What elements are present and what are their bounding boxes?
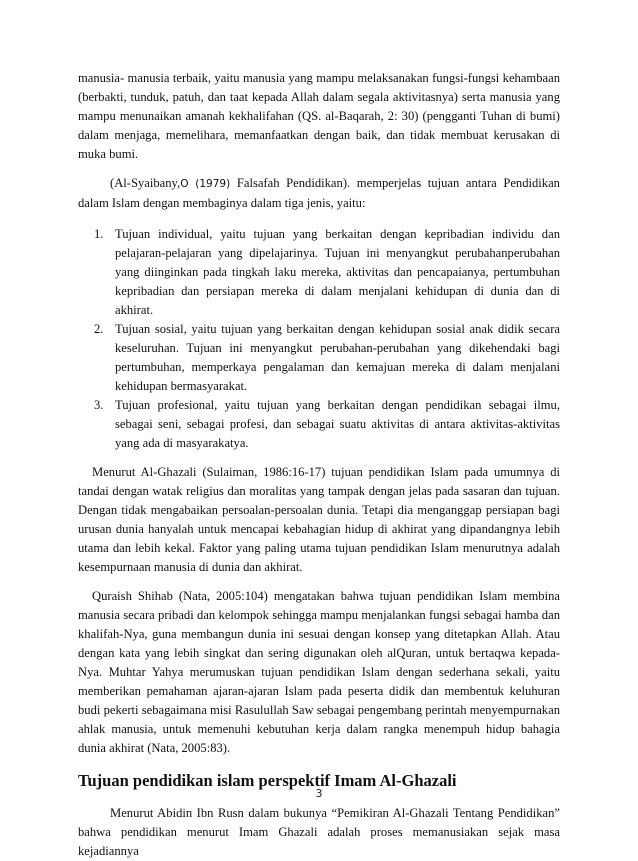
page-number: 3 — [315, 787, 323, 800]
list-item-number: 1. — [94, 227, 104, 241]
list-item — [78, 225, 560, 320]
list-item-number: 2. — [94, 322, 104, 336]
list-item — [78, 396, 560, 453]
paragraph-abidin-ibn-rusn: Menurut Abidin Ibn Rusn dalam bukunya “Pemikiran Al-Ghazali Tentang Pendidikan” bahwa pendidikan menurut Imam Ghazali adalah proses memanusiakan sejak masa kejadiannya — [78, 806, 560, 858]
paragraph-al-syaibany-body: Falsafah Pendidikan). memperjelas tujuan antara Pendidikan dalam Islam dengan membaginya dalam tiga jenis, yaitu: — [78, 176, 560, 210]
paragraph-intro: manusia- manusia terbaik, yaitu manusia yang mampu melaksanakan fungsi-fungsi kehambaan (berbakti, tunduk, patuh, dan taat kepada Allah dalam segala aktivitasnya) serta manusia yang mampu menunaikan amanah kekhalifahan (QS. al-Baqarah, 2: 30) (pengganti Tuhan di bumi) dalam menjaga, memelihara, memanfaatkan dengan baik, dan tidak membuat kerusakan di muka bumi. — [78, 71, 560, 161]
paragraph-quraish-shihab: Quraish Shihab (Nata, 2005:104) mengatakan bahwa tujuan pendidikan Islam membina manusia secara pribadi dan kelompok sehingga mampu menjalankan fungsi sebagai hamba dan khalifah-Nya, guna membangun dunia ini sesuai dengan konsep yang ditetapkan Allah. Atau dengan kata yang lebih singkat dan sering digunakan oleh alQuran, untuk bertaqwa kepada-Nya. Muhtar Yahya merumuskan tujuan pendidikan Islam dengan sederhana sekali, yaitu memberikan pemahaman ajaran-ajaran Islam pada peserta didik dan membentuk keluhuran budi pekerti sebagaimana misi Rasulullah Saw sebagai pengembang perintah menyempurnakan ahlak manusia, untuk memenuhi kebutuhan kerja dalam rangka menempuh hidup bahagia dunia akhirat (Nata, 2005:83). — [78, 589, 560, 755]
list-item — [78, 320, 560, 396]
list-item-text: Tujuan individual, yaitu tujuan yang berkaitan dengan kepribadian individu dan pelajaran-pelajaran yang dipelajarinya. Tujuan ini menyangkut perubahanperubahan yang diinginkan pada tingkah laku mereka, aktivitas dan pencapaianya, pertumbuhan kepribadian dan persiapan mereka di dalam menjalani kehidupan di dunia dan di akhirat. — [115, 227, 560, 317]
page-content — [78, 69, 560, 861]
paragraph-al-ghazali: Menurut Al-Ghazali (Sulaiman, 1986:16-17) tujuan pendidikan Islam pada umumnya di tandai dengan watak religius dan moralitas yang tampak dengan jelas pada sasaran dan tujuan. Dengan tidak mengabaikan persoalan-persoalan dunia. Tetapi dia menganggap persiapan bagi urusan dunia hanyalah untuk mencapai kebahagian hidup di akhirat yang dipandangnya lebih utama dan lebih kekal. Faktor yang paling utama tujuan pendidikan Islam menurutnya adalah kesempurnaan manusia di dunia dan akhirat. — [78, 465, 560, 574]
section-heading: Tujuan pendidikan islam perspektif Imam Al-Ghazali — [78, 771, 457, 790]
citation-author: (Al-Syaibany, — [110, 176, 181, 190]
list-item-number: 3. — [94, 398, 104, 412]
goals-list — [78, 225, 560, 453]
paragraph-al-syaibany — [78, 174, 560, 213]
list-item-text: Tujuan profesional, yaitu tujuan yang berkaitan dengan pendidikan sebagai ilmu, sebagai seni, sebagai profesi, dan sebagai suatu aktivitas di antara aktivitas-aktivitas yang ada di masyarakatya. — [115, 398, 560, 450]
list-item-text: Tujuan sosial, yaitu tujuan yang berkaitan dengan kehidupan sosial anak didik secara keseluruhan. Tujuan ini menyangkut perubahan-perubahan yang dikehendaki bagi pertumbuhan, memperkaya pengalaman dan kemajuan mereka di dalam menjalani kehidupan bermasyarakat. — [115, 322, 560, 393]
citation-year: O (1979) — [180, 178, 231, 190]
